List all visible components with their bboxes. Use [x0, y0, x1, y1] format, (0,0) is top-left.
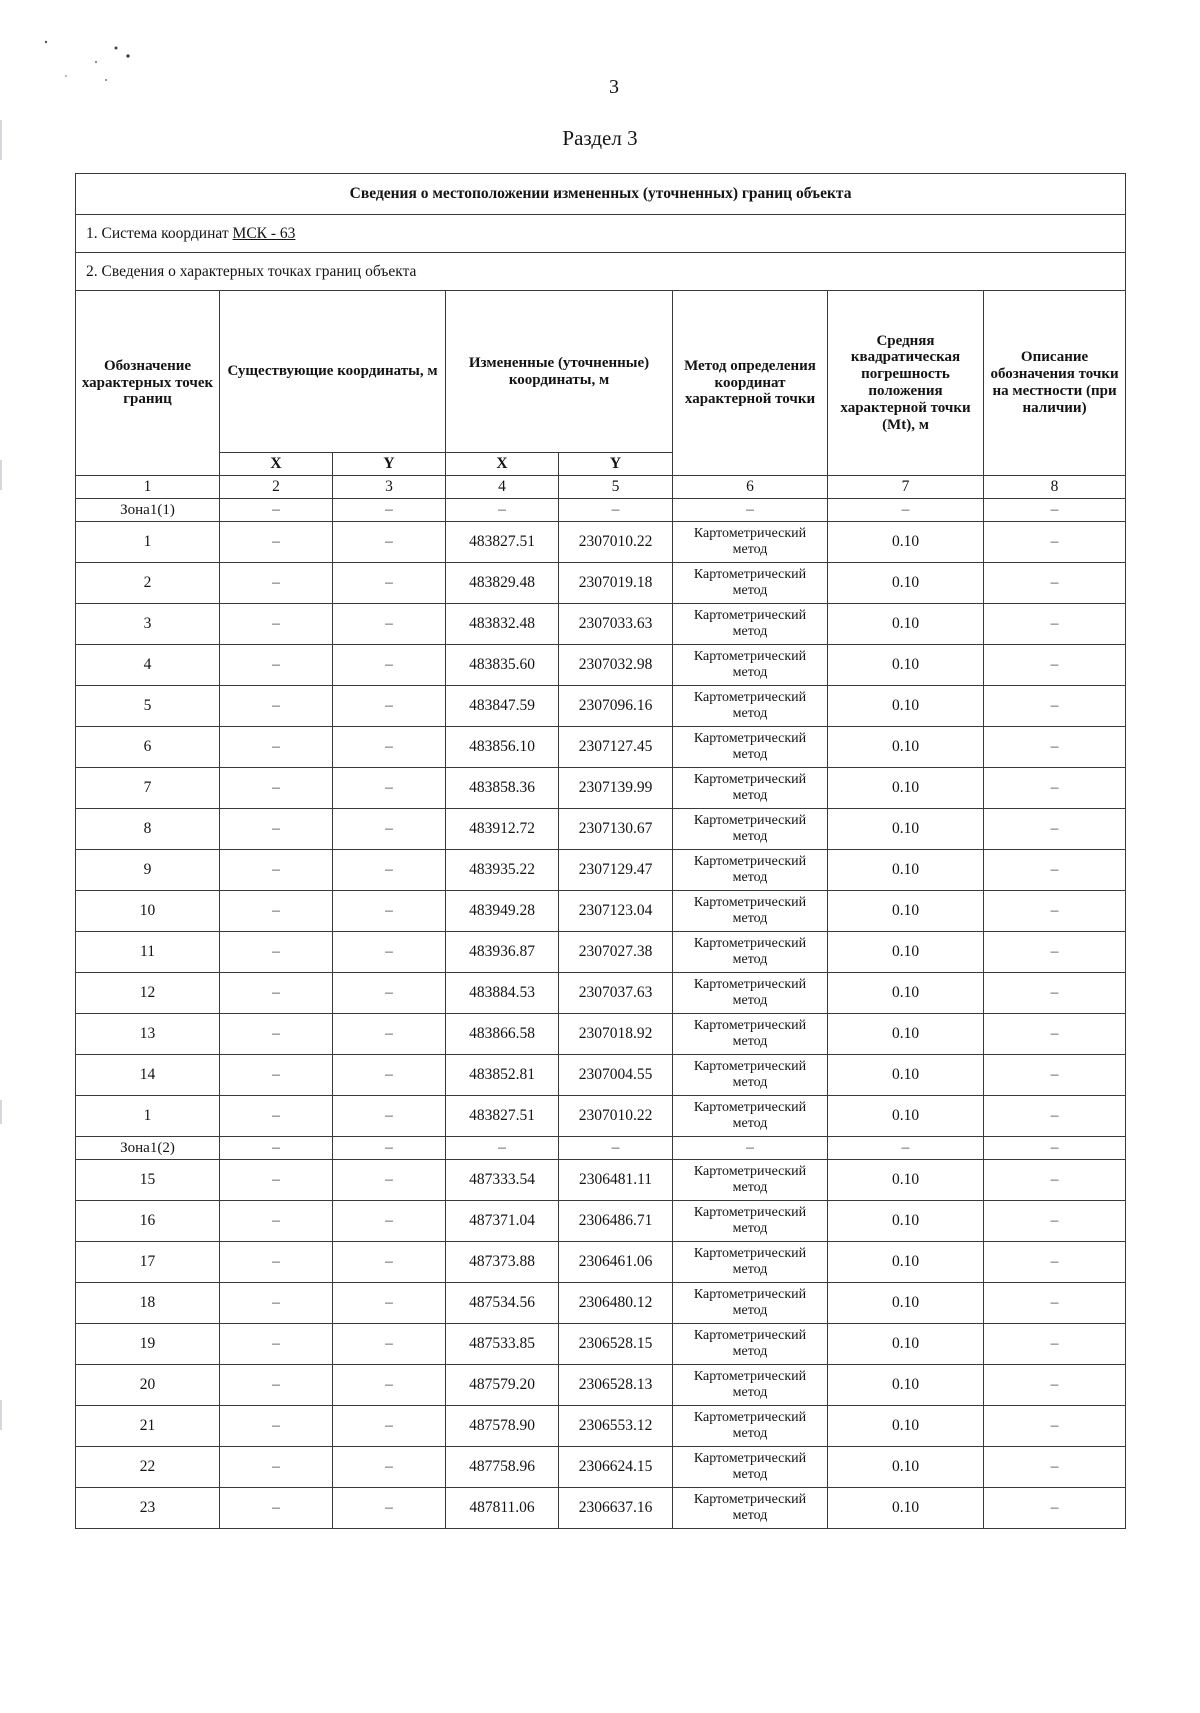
scan-edge-mark [0, 1100, 2, 1124]
changed-y: 2307130.67 [559, 809, 673, 850]
column-number: 2 [220, 476, 333, 499]
existing-x: – [220, 891, 333, 932]
point-description: – [984, 1201, 1126, 1242]
table-row [76, 809, 1126, 850]
point-description: – [984, 1283, 1126, 1324]
mean-error: 0.10 [828, 1201, 984, 1242]
existing-x: – [220, 1488, 333, 1529]
existing-x: – [220, 686, 333, 727]
column-number: 3 [333, 476, 446, 499]
column-number: 7 [828, 476, 984, 499]
mean-error: 0.10 [828, 850, 984, 891]
changed-x: 483856.10 [446, 727, 559, 768]
mean-error: 0.10 [828, 1324, 984, 1365]
point-number: 14 [76, 1055, 220, 1096]
point-description: – [984, 563, 1126, 604]
points-section-label: 2. Сведения о характерных точках границ объекта [76, 253, 1126, 291]
existing-y: – [333, 1055, 446, 1096]
changed-x: 487333.54 [446, 1160, 559, 1201]
table-row [76, 1014, 1126, 1055]
point-description: – [984, 973, 1126, 1014]
zone-row [76, 1137, 1126, 1160]
point-number: 12 [76, 973, 220, 1014]
changed-x: 487371.04 [446, 1201, 559, 1242]
changed-x: 487373.88 [446, 1242, 559, 1283]
existing-x: – [220, 1014, 333, 1055]
table-row [76, 1488, 1126, 1529]
empty-dash: – [559, 499, 673, 522]
existing-y: – [333, 1406, 446, 1447]
existing-y: – [333, 1201, 446, 1242]
table-row [76, 891, 1126, 932]
table-row [76, 1447, 1126, 1488]
changed-y: 2307018.92 [559, 1014, 673, 1055]
mean-error: 0.10 [828, 522, 984, 563]
changed-y: 2306481.11 [559, 1160, 673, 1201]
coordinate-system-row [76, 215, 1126, 253]
point-description: – [984, 768, 1126, 809]
changed-y: 2307123.04 [559, 891, 673, 932]
mean-error: 0.10 [828, 809, 984, 850]
zone-label: Зона1(1) [76, 499, 220, 522]
existing-x: – [220, 522, 333, 563]
changed-y: 2307027.38 [559, 932, 673, 973]
header-existing-y: Y [333, 453, 446, 476]
empty-dash: – [828, 499, 984, 522]
empty-dash: – [673, 1137, 828, 1160]
point-description: – [984, 850, 1126, 891]
existing-y: – [333, 1160, 446, 1201]
point-number: 5 [76, 686, 220, 727]
mean-error: 0.10 [828, 563, 984, 604]
empty-dash: – [828, 1137, 984, 1160]
existing-x: – [220, 809, 333, 850]
existing-x: – [220, 645, 333, 686]
existing-x: – [220, 850, 333, 891]
changed-y: 2306461.06 [559, 1242, 673, 1283]
changed-y: 2307032.98 [559, 645, 673, 686]
point-description: – [984, 604, 1126, 645]
page-number: 3 [609, 76, 619, 98]
method: Картометрический метод [673, 727, 828, 768]
table-row [76, 1365, 1126, 1406]
existing-x: – [220, 1160, 333, 1201]
point-number: 1 [76, 522, 220, 563]
existing-y: – [333, 563, 446, 604]
table-row [76, 1096, 1126, 1137]
existing-y: – [333, 727, 446, 768]
existing-y: – [333, 686, 446, 727]
changed-x: 483866.58 [446, 1014, 559, 1055]
method: Картометрический метод [673, 1014, 828, 1055]
method: Картометрический метод [673, 1160, 828, 1201]
method: Картометрический метод [673, 973, 828, 1014]
changed-y: 2307019.18 [559, 563, 673, 604]
point-description: – [984, 1406, 1126, 1447]
method: Картометрический метод [673, 768, 828, 809]
table-row [76, 1160, 1126, 1201]
point-number: 6 [76, 727, 220, 768]
header-changed-y: Y [559, 453, 673, 476]
method: Картометрический метод [673, 1096, 828, 1137]
scan-edge-mark [0, 120, 2, 160]
changed-x: 483936.87 [446, 932, 559, 973]
point-description: – [984, 891, 1126, 932]
point-number: 20 [76, 1365, 220, 1406]
point-description: – [984, 1488, 1126, 1529]
method: Картометрический метод [673, 1324, 828, 1365]
mean-error: 0.10 [828, 604, 984, 645]
method: Картометрический метод [673, 850, 828, 891]
point-description: – [984, 1365, 1126, 1406]
method: Картометрический метод [673, 809, 828, 850]
scan-artifact [36, 36, 146, 96]
changed-y: 2307033.63 [559, 604, 673, 645]
empty-dash: – [333, 499, 446, 522]
mean-error: 0.10 [828, 1365, 984, 1406]
point-description: – [984, 1324, 1126, 1365]
existing-y: – [333, 1242, 446, 1283]
column-number: 1 [76, 476, 220, 499]
changed-x: 483852.81 [446, 1055, 559, 1096]
mean-error: 0.10 [828, 686, 984, 727]
point-number: 2 [76, 563, 220, 604]
method: Картометрический метод [673, 1201, 828, 1242]
existing-y: – [333, 932, 446, 973]
changed-y: 2307096.16 [559, 686, 673, 727]
method: Картометрический метод [673, 563, 828, 604]
changed-y: 2307127.45 [559, 727, 673, 768]
changed-y: 2307004.55 [559, 1055, 673, 1096]
existing-y: – [333, 522, 446, 563]
changed-y: 2307129.47 [559, 850, 673, 891]
changed-y: 2306553.12 [559, 1406, 673, 1447]
existing-x: – [220, 563, 333, 604]
existing-y: – [333, 1447, 446, 1488]
changed-x: 487578.90 [446, 1406, 559, 1447]
header-point-designation: Обозначение характерных точек границ [76, 291, 220, 476]
method: Картометрический метод [673, 932, 828, 973]
mean-error: 0.10 [828, 1096, 984, 1137]
empty-dash: – [984, 499, 1126, 522]
point-description: – [984, 809, 1126, 850]
changed-x: 483827.51 [446, 522, 559, 563]
existing-y: – [333, 891, 446, 932]
mean-error: 0.10 [828, 645, 984, 686]
existing-x: – [220, 1365, 333, 1406]
method: Картометрический метод [673, 1447, 828, 1488]
point-number: 10 [76, 891, 220, 932]
scan-edge-mark [0, 460, 2, 490]
mean-error: 0.10 [828, 1242, 984, 1283]
point-description: – [984, 645, 1126, 686]
existing-x: – [220, 932, 333, 973]
table-row [76, 768, 1126, 809]
table-row [76, 1242, 1126, 1283]
changed-x: 483827.51 [446, 1096, 559, 1137]
existing-x: – [220, 1283, 333, 1324]
table-row [76, 645, 1126, 686]
existing-y: – [333, 645, 446, 686]
changed-x: 483912.72 [446, 809, 559, 850]
changed-x: 483832.48 [446, 604, 559, 645]
method: Картометрический метод [673, 1406, 828, 1447]
point-number: 17 [76, 1242, 220, 1283]
mean-error: 0.10 [828, 891, 984, 932]
changed-x: 483829.48 [446, 563, 559, 604]
empty-dash: – [220, 499, 333, 522]
existing-x: – [220, 727, 333, 768]
empty-dash: – [446, 1137, 559, 1160]
point-number: 23 [76, 1488, 220, 1529]
changed-y: 2307139.99 [559, 768, 673, 809]
mean-error: 0.10 [828, 1283, 984, 1324]
header-mean-error: Средняя квадратическая погрешность положения характерной точки (Mt), м [828, 291, 984, 476]
changed-x: 487811.06 [446, 1488, 559, 1529]
existing-y: – [333, 604, 446, 645]
header-existing-coords: Существующие координаты, м [220, 291, 446, 453]
method: Картометрический метод [673, 1488, 828, 1529]
changed-x: 483835.60 [446, 645, 559, 686]
existing-x: – [220, 1447, 333, 1488]
changed-y: 2306528.15 [559, 1324, 673, 1365]
point-description: – [984, 932, 1126, 973]
point-number: 21 [76, 1406, 220, 1447]
changed-y: 2306480.12 [559, 1283, 673, 1324]
mean-error: 0.10 [828, 1055, 984, 1096]
existing-y: – [333, 1096, 446, 1137]
existing-x: – [220, 768, 333, 809]
table-row [76, 1283, 1126, 1324]
changed-x: 487534.56 [446, 1283, 559, 1324]
method: Картометрический метод [673, 686, 828, 727]
method: Картометрический метод [673, 1283, 828, 1324]
zone-label: Зона1(2) [76, 1137, 220, 1160]
empty-dash: – [446, 499, 559, 522]
empty-dash: – [220, 1137, 333, 1160]
scan-edge-mark [0, 1400, 2, 1430]
method: Картометрический метод [673, 1365, 828, 1406]
changed-x: 487533.85 [446, 1324, 559, 1365]
point-number: 22 [76, 1447, 220, 1488]
point-number: 3 [76, 604, 220, 645]
point-description: – [984, 1160, 1126, 1201]
existing-y: – [333, 850, 446, 891]
mean-error: 0.10 [828, 1447, 984, 1488]
point-description: – [984, 686, 1126, 727]
boundary-points-table [75, 173, 1126, 1529]
method: Картометрический метод [673, 522, 828, 563]
mean-error: 0.10 [828, 1488, 984, 1529]
method: Картометрический метод [673, 891, 828, 932]
point-number: 16 [76, 1201, 220, 1242]
existing-y: – [333, 1014, 446, 1055]
changed-x: 483949.28 [446, 891, 559, 932]
mean-error: 0.10 [828, 1014, 984, 1055]
existing-x: – [220, 1201, 333, 1242]
mean-error: 0.10 [828, 932, 984, 973]
changed-y: 2306486.71 [559, 1201, 673, 1242]
changed-y: 2306624.15 [559, 1447, 673, 1488]
table-row [76, 1406, 1126, 1447]
table-caption: Сведения о местоположении измененных (уточненных) границ объекта [76, 174, 1126, 215]
table-row [76, 932, 1126, 973]
point-number: 4 [76, 645, 220, 686]
existing-y: – [333, 973, 446, 1014]
changed-x: 483847.59 [446, 686, 559, 727]
column-number: 4 [446, 476, 559, 499]
existing-x: – [220, 973, 333, 1014]
empty-dash: – [333, 1137, 446, 1160]
existing-x: – [220, 1406, 333, 1447]
existing-x: – [220, 1096, 333, 1137]
existing-x: – [220, 1055, 333, 1096]
coordinate-system-label: 1. Система координат [86, 224, 229, 242]
table-row [76, 563, 1126, 604]
point-number: 13 [76, 1014, 220, 1055]
empty-dash: – [984, 1137, 1126, 1160]
point-number: 19 [76, 1324, 220, 1365]
point-description: – [984, 1096, 1126, 1137]
changed-y: 2307010.22 [559, 1096, 673, 1137]
point-number: 8 [76, 809, 220, 850]
header-method: Метод определения координат характерной точки [673, 291, 828, 476]
header-description: Описание обозначения точки на местности (при наличии) [984, 291, 1126, 476]
method: Картометрический метод [673, 604, 828, 645]
table-row [76, 973, 1126, 1014]
point-number: 9 [76, 850, 220, 891]
existing-y: – [333, 1488, 446, 1529]
header-changed-x: X [446, 453, 559, 476]
method: Картометрический метод [673, 645, 828, 686]
point-description: – [984, 1447, 1126, 1488]
column-number: 8 [984, 476, 1126, 499]
mean-error: 0.10 [828, 1406, 984, 1447]
method: Картометрический метод [673, 1242, 828, 1283]
point-number: 7 [76, 768, 220, 809]
table-row [76, 686, 1126, 727]
existing-x: – [220, 1242, 333, 1283]
table-row [76, 1201, 1126, 1242]
existing-y: – [333, 1365, 446, 1406]
table-row [76, 850, 1126, 891]
point-description: – [984, 522, 1126, 563]
mean-error: 0.10 [828, 768, 984, 809]
point-number: 15 [76, 1160, 220, 1201]
point-number: 18 [76, 1283, 220, 1324]
existing-y: – [333, 768, 446, 809]
zone-row [76, 499, 1126, 522]
existing-y: – [333, 809, 446, 850]
changed-y: 2307010.22 [559, 522, 673, 563]
point-description: – [984, 727, 1126, 768]
changed-y: 2306528.13 [559, 1365, 673, 1406]
header-existing-x: X [220, 453, 333, 476]
header-changed-coords: Измененные (уточненные) координаты, м [446, 291, 673, 453]
coordinate-system-value: МСК - 63 [232, 224, 296, 242]
changed-y: 2306637.16 [559, 1488, 673, 1529]
table-row [76, 1055, 1126, 1096]
existing-y: – [333, 1324, 446, 1365]
point-description: – [984, 1014, 1126, 1055]
existing-x: – [220, 604, 333, 645]
empty-dash: – [673, 499, 828, 522]
mean-error: 0.10 [828, 727, 984, 768]
mean-error: 0.10 [828, 1160, 984, 1201]
changed-x: 483858.36 [446, 768, 559, 809]
changed-x: 487579.20 [446, 1365, 559, 1406]
section-title: Раздел 3 [562, 126, 638, 150]
empty-dash: – [559, 1137, 673, 1160]
point-description: – [984, 1242, 1126, 1283]
table-row [76, 522, 1126, 563]
changed-x: 487758.96 [446, 1447, 559, 1488]
changed-y: 2307037.63 [559, 973, 673, 1014]
point-number: 11 [76, 932, 220, 973]
point-description: – [984, 1055, 1126, 1096]
point-number: 1 [76, 1096, 220, 1137]
table-row [76, 604, 1126, 645]
changed-x: 483935.22 [446, 850, 559, 891]
column-number: 6 [673, 476, 828, 499]
table-row [76, 1324, 1126, 1365]
column-number: 5 [559, 476, 673, 499]
changed-x: 483884.53 [446, 973, 559, 1014]
mean-error: 0.10 [828, 973, 984, 1014]
method: Картометрический метод [673, 1055, 828, 1096]
existing-y: – [333, 1283, 446, 1324]
table-row [76, 727, 1126, 768]
existing-x: – [220, 1324, 333, 1365]
